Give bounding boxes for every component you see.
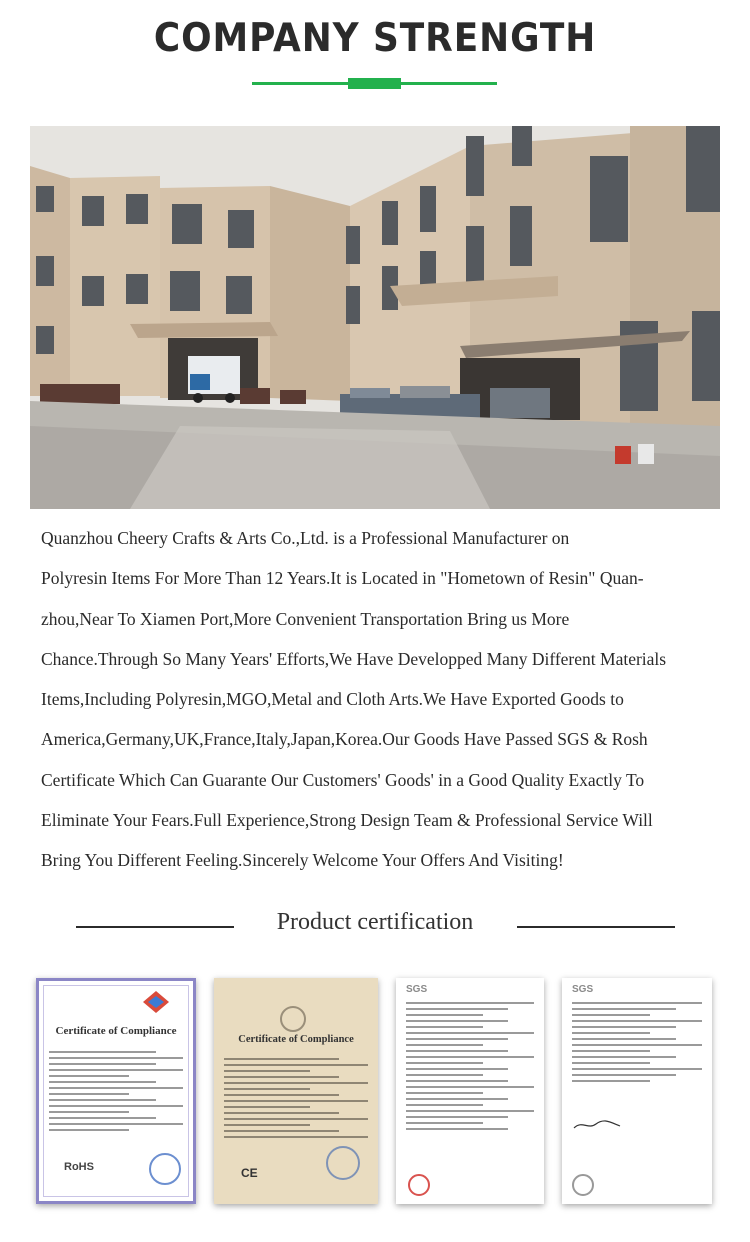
certifier-logo-icon <box>143 991 169 1013</box>
factory-photo <box>30 126 720 509</box>
company-introduction: Quanzhou Cheery Crafts & Arts Co.,Ltd. is a Professional Manufacturer on Polyresin Items For More Than 12 Years.It is Located in "Hometown of Resin" Quan- zhou,Near To Xiamen Port,More Convenient Transportation Bring us More Chance.Through So Many Years' Efforts,We Have Developped Many Different Materials Items,Including Polyresin,MGO,Metal and Cloth Arts.We Have Exported Goods to America,Germany,UK,France,Italy,Japan,Korea.Our Goods Have Passed SGS & Rosh Certificate Which Can Guarante Our Customers' Goods' in a Good Quality Exactly To Eliminate Your Fears.Full Experience,Strong Design Team & Professional Service Will Bring You Different Feeling.Sincerely Welcome Your Offers And Visiting! <box>41 528 667 871</box>
certificate-heading: Certificate of Compliance <box>238 1034 354 1045</box>
signature-icon <box>572 1118 622 1132</box>
certification-title: Product certification <box>276 909 474 935</box>
ce-mark: CE <box>241 1166 258 1180</box>
certificate-ce <box>214 978 378 1204</box>
certification-section-header <box>0 905 750 945</box>
sgs-logo: SGS <box>406 984 428 995</box>
stamp-icon <box>408 1174 430 1196</box>
emblem-icon <box>280 1006 306 1032</box>
certificate-rohs <box>36 978 196 1204</box>
certificate-sgs-report <box>396 978 544 1204</box>
certificate-sgs-letter <box>562 978 712 1204</box>
title-underline-accent <box>348 78 401 89</box>
sgs-logo: SGS <box>572 984 594 995</box>
letter-text <box>572 1002 702 1086</box>
certificate-text <box>49 1051 183 1135</box>
certificate-text <box>224 1058 368 1142</box>
page-title: COMPANY STRENGTH <box>153 16 597 61</box>
seal-icon <box>149 1153 181 1185</box>
report-text <box>406 1002 534 1134</box>
certificate-heading: Certificate of Compliance <box>55 1025 177 1037</box>
rohs-mark: RoHS <box>64 1161 94 1173</box>
seal-icon <box>326 1146 360 1180</box>
stamp-icon <box>572 1174 594 1196</box>
divider-right <box>517 926 675 928</box>
